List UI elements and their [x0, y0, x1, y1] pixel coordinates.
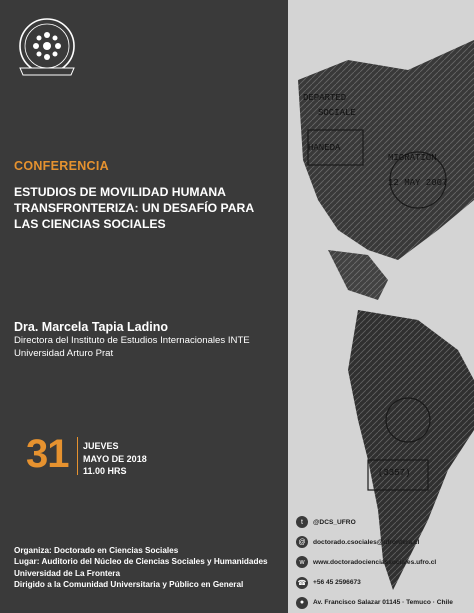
contact-row-web[interactable]	[296, 553, 472, 571]
contact-row-email[interactable]	[296, 533, 472, 551]
venue-line: Lugar: Auditorio del Núcleo de Ciencias Sociales y Humanidades	[14, 557, 268, 567]
stamp-text: 12 MAY 2007	[388, 178, 448, 188]
speaker-university: Universidad Arturo Prat	[14, 348, 114, 359]
location-icon: ●	[296, 597, 308, 609]
event-title	[14, 184, 282, 232]
contact-row-location	[296, 594, 472, 612]
stamp-text: HANEDA	[308, 143, 341, 153]
audience-line: Dirigido a la Comunidad Universitaria y Público en General	[14, 580, 244, 590]
footer-info	[14, 545, 268, 591]
web-icon: w	[296, 556, 308, 568]
date-divider	[77, 437, 78, 475]
email-icon: @	[296, 536, 308, 548]
stamp-text: DEPARTED	[303, 93, 347, 103]
address-text: Av. Francisco Salazar 01145 · Temuco · Chile	[313, 599, 453, 607]
organizer-line: Organiza: Doctorado en Ciencias Sociales	[14, 546, 179, 555]
contact-row-twitter[interactable]	[296, 513, 472, 531]
speaker-affiliation: Directora del Instituto de Estudios Internacionales INTE	[14, 335, 250, 346]
phone-number[interactable]: +56 45 2596673	[313, 579, 361, 587]
event-type: CONFERENCIA	[14, 159, 109, 173]
twitter-icon: t	[296, 516, 308, 528]
university-seal-icon	[14, 16, 80, 82]
event-date-details	[83, 440, 147, 478]
twitter-handle[interactable]: @DCS_UFRO	[313, 518, 356, 526]
phone-icon: ☎	[296, 577, 308, 589]
event-title-line: LAS CIENCIAS SOCIALES	[14, 217, 166, 231]
email-address[interactable]: doctorado.csociales@ufrontera.cl	[313, 538, 420, 546]
event-weekday: JUEVES	[83, 441, 119, 451]
stamp-text: SOCIALE	[318, 108, 356, 118]
stamp-text: MIGRATION	[388, 153, 437, 163]
event-day: 31	[26, 432, 69, 476]
event-time: 11.00 HRS	[83, 466, 127, 476]
contact-row-phone[interactable]	[296, 574, 472, 592]
event-month-year: MAYO DE 2018	[83, 453, 147, 464]
website-link[interactable]: www.doctoradocienciassociales.ufro.cl	[313, 558, 437, 566]
stamp-text: (3357)	[378, 468, 411, 478]
speaker-name: Dra. Marcela Tapia Ladino	[14, 320, 168, 334]
contact-list	[296, 513, 472, 613]
university-line: Universidad de La Frontera	[14, 568, 121, 578]
event-title-line: TRANSFRONTERIZA: UN DESAFÍO PARA	[14, 201, 255, 215]
event-title-line: ESTUDIOS DE MOVILIDAD HUMANA	[14, 185, 226, 199]
